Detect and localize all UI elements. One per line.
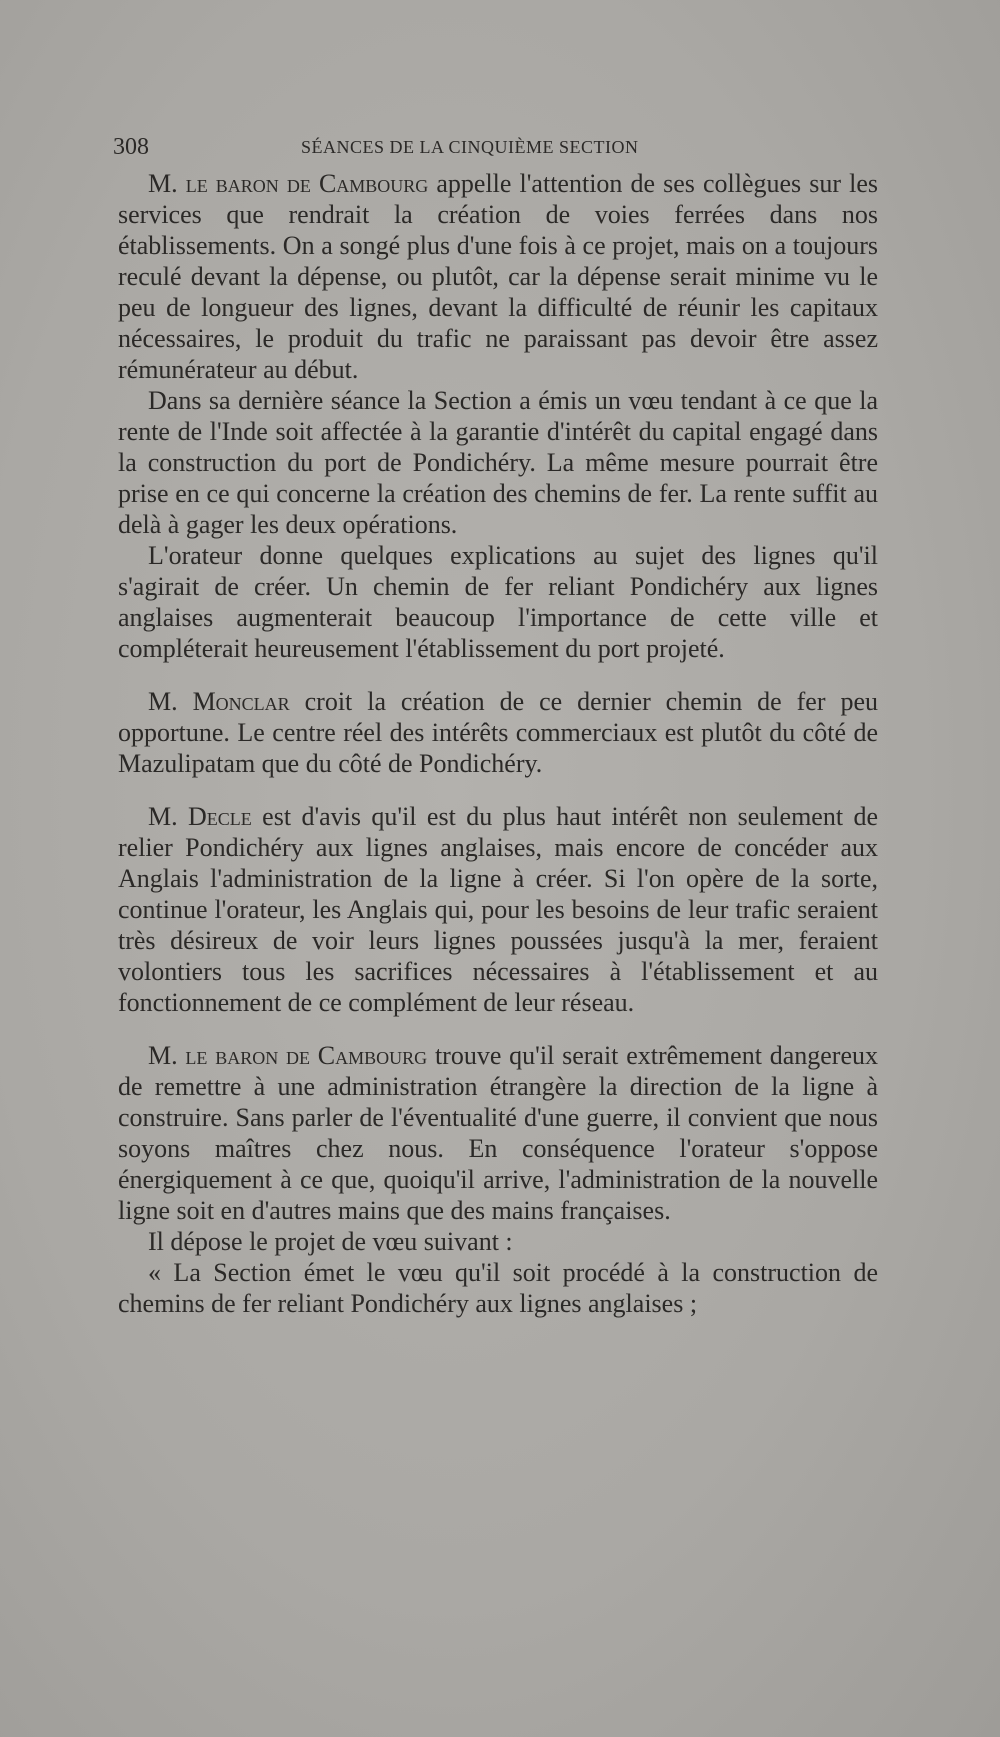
paragraph-text: « La Section émet le vœu qu'il soit procédé à la construction de chemins de fer reliant Pondichéry aux lignes anglaises ; — [118, 1258, 878, 1318]
paragraph-voeu — [118, 1257, 878, 1319]
body-text — [118, 168, 878, 1319]
paragraph-rente — [118, 385, 878, 540]
paragraph-text: croit la création de ce dernier chemin de fer peu opportune. Le centre réel des intérêts commerciaux est plutôt du côté de Mazulipatam que du côté de Pondichéry. — [118, 687, 878, 778]
paragraph-cambourg-2 — [118, 1040, 878, 1226]
paragraph-monclar — [118, 686, 878, 779]
speaker-name: M. Decle — [148, 802, 252, 831]
paragraph-text: appelle l'attention de ses collègues sur les services que rendrait la création de voies ferrées dans nos établissements. On a songé plus d'une fois à ce projet, mais on a toujours reculé devant la dépense, ou plutôt, car la dépense serait minime vu le peu de longueur des lignes, devant la difficulté de réunir les capitaux nécessaires, le produit du trafic ne paraissant pas devoir être assez rémunérateur au début. — [118, 169, 878, 384]
paragraph-decle — [118, 801, 878, 1018]
paragraph-cambourg-1 — [118, 168, 878, 385]
page-header — [113, 134, 883, 168]
paragraph-text: est d'avis qu'il est du plus haut intérêt non seulement de relier Pondichéry aux lignes anglaises, mais encore de concéder aux Anglais l'administration de la ligne à créer. Si l'on opère de la sorte, continue l'orateur, les Anglais qui, pour les besoins de leur trafic seraient très désireux de voir leurs lignes poussées jusqu'à la mer, feraient volontiers tous les sacrifices nécessaires à l'établissement et au fonctionnement de ce complément de leur réseau. — [118, 802, 878, 1017]
speaker-name: M. le baron de Cambourg — [148, 169, 429, 198]
paragraph-text: L'orateur donne quelques explications au sujet des lignes qu'il s'agirait de créer. Un chemin de fer reliant Pondichéry aux lignes anglaises augmenterait beaucoup l'importance de cette ville et compléterait heureusement l'établissement du port projeté. — [118, 541, 878, 663]
paragraph-text: Il dépose le projet de vœu suivant : — [148, 1227, 513, 1256]
paragraph-explications — [118, 540, 878, 664]
paragraph-text: trouve qu'il serait extrêmement dangereux de remettre à une administration étrangère la direction de la ligne à construire. Sans parler de l'éventualité d'une guerre, il convient que nous soyons maîtres chez nous. En conséquence l'orateur s'oppose énergiquement à ce que, quoiqu'il arrive, l'administration de la nouvelle ligne soit en d'autres mains que des mains françaises. — [118, 1041, 878, 1225]
page-number: 308 — [113, 134, 149, 160]
paragraph-text: Dans sa dernière séance la Section a émis un vœu tendant à ce que la rente de l'Inde soit affectée à la garantie d'intérêt du capital engagé dans la construction du port de Pondichéry. La même mesure pourrait être prise en ce qui concerne la création des chemins de fer. La rente suffit au delà à gager les deux opérations. — [118, 386, 878, 539]
running-head: SÉANCES DE LA CINQUIÈME SECTION — [301, 137, 639, 157]
paragraph-depose — [118, 1226, 878, 1257]
speaker-name: M. le baron de Cambourg — [148, 1041, 428, 1070]
speaker-name: M. Monclar — [148, 687, 290, 716]
